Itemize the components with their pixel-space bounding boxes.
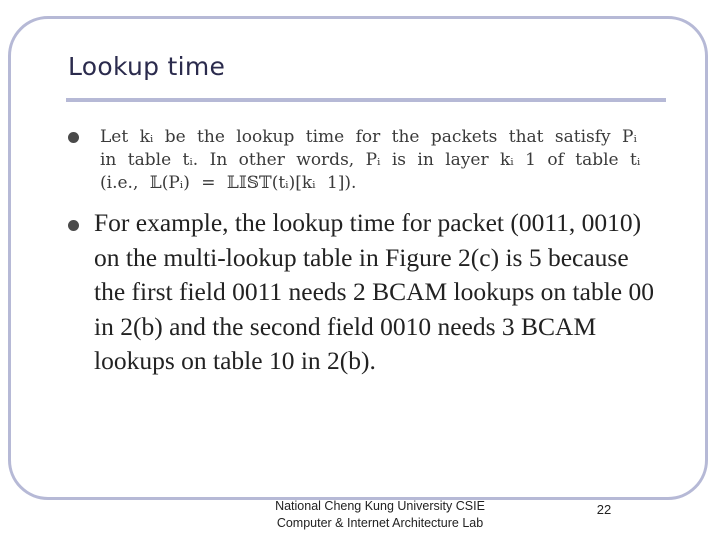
definition-formula — [100, 126, 660, 195]
formula-line-1: Let kᵢ be the lookup time for the packets that satisfy Pᵢ — [100, 127, 637, 147]
bullet-icon — [68, 220, 79, 231]
page-number: 22 — [596, 502, 612, 517]
title-divider — [66, 98, 666, 102]
bullet-icon — [68, 132, 79, 143]
slide-title: Lookup time — [68, 52, 226, 81]
footer-line-2: Computer & Internet Architecture Lab — [276, 516, 484, 530]
footer-line-1: National Cheng Kung University CSIE — [275, 499, 485, 513]
example-paragraph: For example, the lookup time for packet (0011, 0010) on the multi-lookup table in Figure 2(c) is 5 because the first field 0011 needs 2 BCAM lookups on table 00 in 2(b) and the second field 0010 needs 3 BCAM lookups on table 10 in 2(b). — [94, 208, 654, 375]
formula-line-3: (i.e., 𝕃(Pᵢ) = 𝕃𝕀𝕊𝕋(tᵢ)[kᵢ 1]). — [100, 173, 357, 193]
formula-line-2: in table tᵢ. In other words, Pᵢ is in layer kᵢ 1 of table tᵢ — [100, 150, 641, 170]
footer-affiliation — [240, 498, 520, 532]
